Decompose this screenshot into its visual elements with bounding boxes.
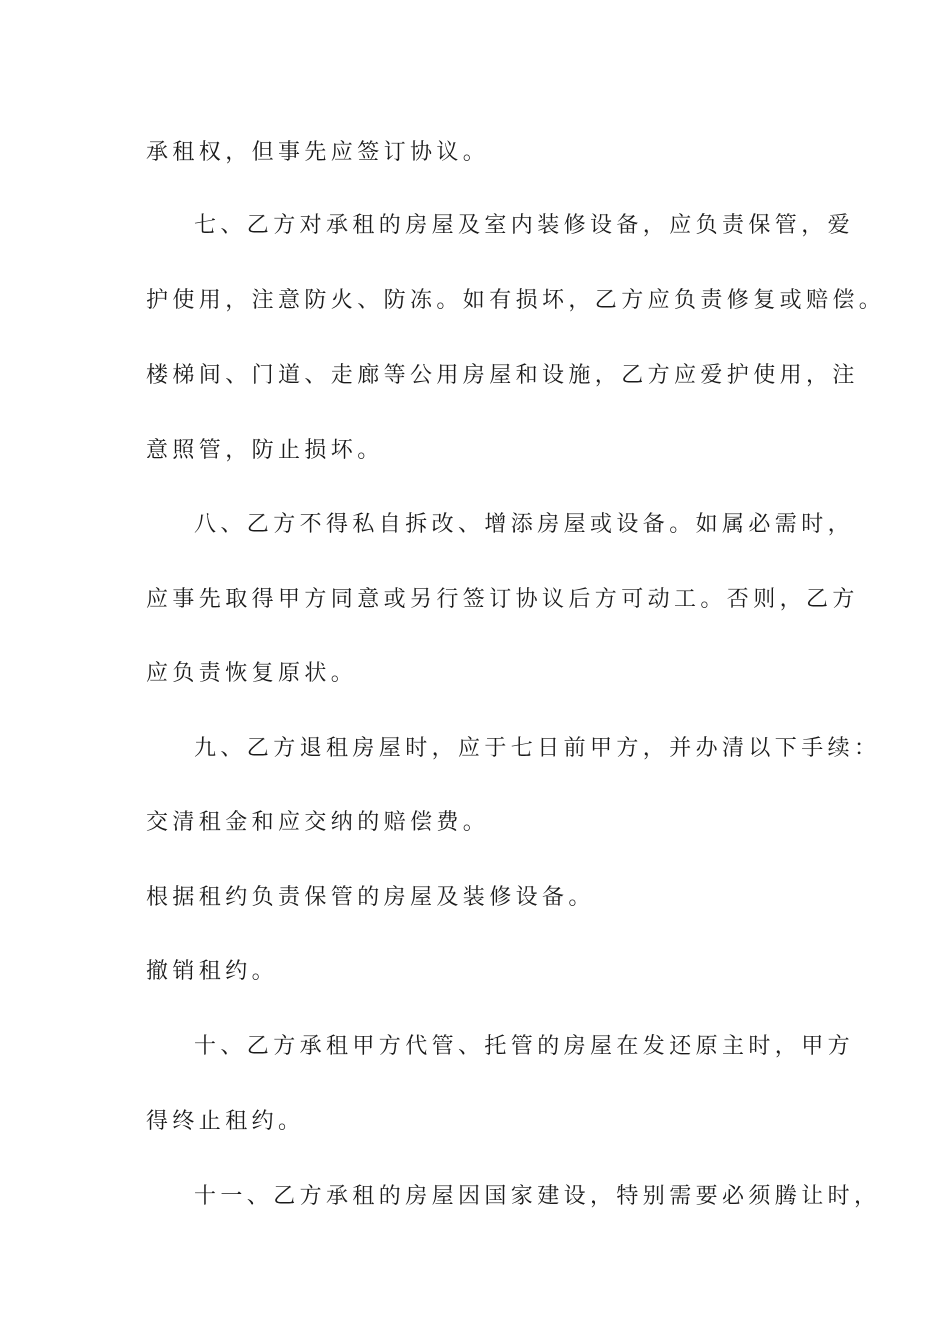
- paragraph-start-line: 八、乙方不得私自拆改、增添房屋或设备。如属必需时，: [194, 512, 855, 537]
- text-line: 得终止租约。: [146, 1109, 305, 1134]
- text-line: 意照管，防止损坏。: [146, 438, 384, 463]
- text-line: 楼梯间、门道、走廊等公用房屋和设施，乙方应爱护使用，注: [146, 363, 859, 388]
- paragraph-start-line: 十、乙方承租甲方代管、托管的房屋在发还原主时，甲方: [194, 1034, 855, 1059]
- text-line: 应事先取得甲方同意或另行签订协议后方可动工。否则，乙方: [146, 587, 859, 612]
- text-line: 承租权，但事先应签订协议。: [146, 140, 490, 165]
- paragraph-start-line: 七、乙方对承租的房屋及室内装修设备，应负责保管，爱: [194, 213, 855, 238]
- text-line: 撤销租约。: [146, 959, 279, 984]
- text-line: 应负责恢复原状。: [146, 661, 358, 686]
- text-line: 根据租约负责保管的房屋及装修设备。: [146, 885, 595, 910]
- paragraph-start-line: 十一、乙方承租的房屋因国家建设，特别需要必须腾让时，: [194, 1184, 881, 1209]
- text-line: 护使用，注意防火、防冻。如有损坏，乙方应负责修复或赔偿。: [146, 288, 886, 313]
- paragraph-start-line: 九、乙方退租房屋时，应于七日前甲方，并办清以下手续：: [194, 736, 881, 761]
- text-line: 交清租金和应交纳的赔偿费。: [146, 810, 490, 835]
